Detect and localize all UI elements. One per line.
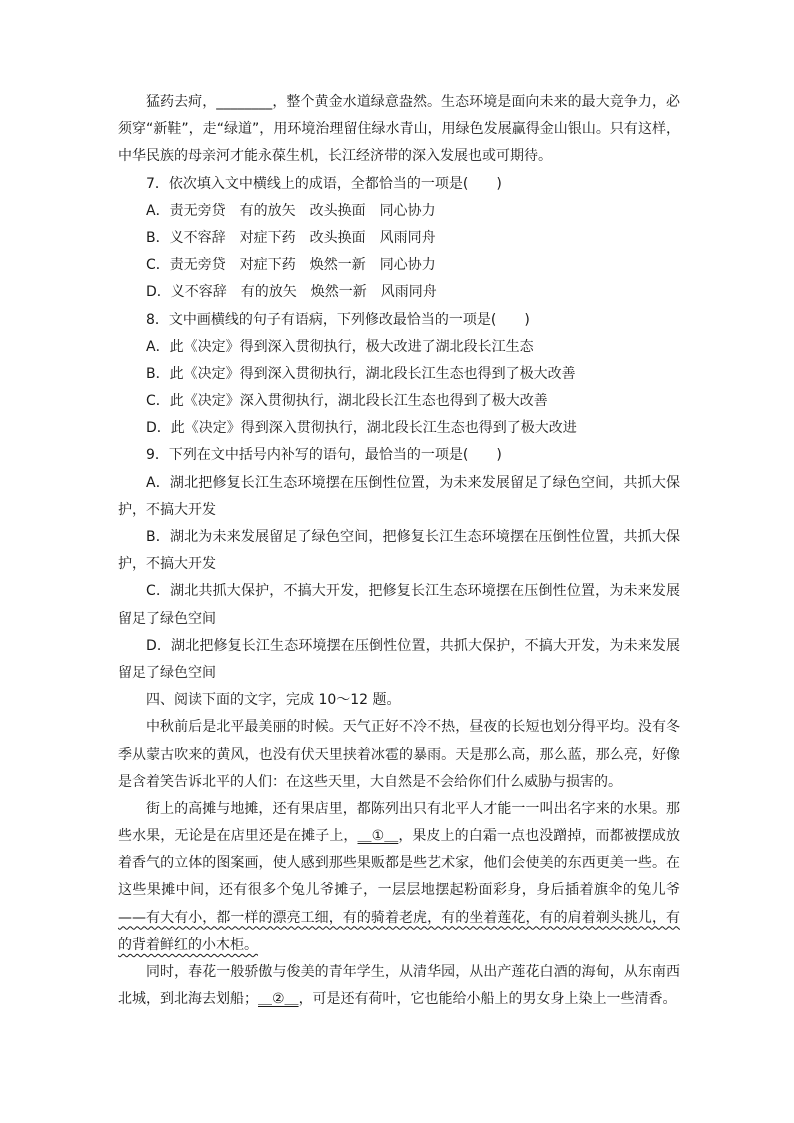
text: ，果皮上的白霜一点也没蹭掉，而都被摆成放 (398, 828, 680, 845)
paragraph-1 (118, 714, 680, 796)
passage-continued (118, 89, 680, 171)
option-d: D．此《决定》得到深入贯彻执行，湖北段长江生态也得到了极大改进 (146, 420, 577, 437)
question-7 (118, 171, 680, 307)
question-8 (118, 307, 680, 443)
option-a: A．此《决定》得到深入贯彻执行，极大改进了湖北段长江生态 (146, 338, 534, 355)
paragraph-line: 季从蒙古吹来的黄风，也没有伏天里挟着冰雹的暴雨。天是那么高，那么蓝，那么亮，好像 (118, 746, 680, 763)
paragraph-line: 中秋前后是北平最美丽的时候。天气正好不冷不热，昼夜的长短也划分得平均。没有冬 (146, 719, 680, 736)
passage-line: 须穿“新鞋”，走“绿道”，用环境治理留住绿水青山，用绿色发展赢得金山银山。只有这样， (118, 121, 680, 138)
option-c: C．湖北共抓大保护，不搞大开发，把修复长江生态环境摆在压倒性位置，为未来发展 (146, 583, 680, 600)
option-a: A．责无旁贷 有的放矢 改头换面 同心协力 (146, 202, 436, 219)
paragraph-3 (118, 959, 680, 1013)
option-d: D．湖北把修复长江生态环境摆在压倒性位置，共抓大保护，不搞大开发，为未来发展 (146, 637, 680, 654)
paragraph-line: 着香气的立体的图案画，使人感到那些果贩都是些艺术家，他们会使美的东西更美一些。在 (118, 855, 680, 872)
option-b: B．义不容辞 对症下药 改头换面 风雨同舟 (146, 229, 436, 246)
fill-blank-2: ＿②＿ (258, 991, 299, 1008)
text: 猛药去疴， (146, 94, 217, 110)
text: 些水果，无论是在店里还是在摊子上， (118, 828, 358, 845)
question-stem: 9．下列在文中括号内补写的语句，最恰当的一项是( ) (146, 447, 502, 464)
option-b-cont: 护，不搞大开发 (118, 556, 216, 573)
option-c: C．此《决定》深入贯彻执行，湖北段长江生态也得到了极大改善 (146, 393, 548, 410)
fill-blank: ________ (216, 94, 273, 110)
fill-blank-1: ＿①＿ (357, 828, 399, 845)
paragraph-line (118, 986, 680, 1013)
paragraph-line: 这些果摊中间，还有很多个兔儿爷摊子，一层层地摆起粉面彩身，身后插着旗伞的兔儿爷 (118, 882, 680, 899)
text: 北城，到北海去划船； (118, 991, 258, 1008)
paragraph-line: 街上的高摊与地摊，还有果店里，都陈列出只有北平人才能一一叫出名字来的水果。那 (146, 800, 680, 817)
option-c-cont: 留足了绿色空间 (118, 610, 216, 627)
text: ，可是还有荷叶，它也能给小船上的男女身上染上一些清香。 (298, 991, 677, 1008)
paragraph-2 (118, 796, 680, 959)
question-stem: 7．依次填入文中横线上的成语，全都恰当的一项是( ) (146, 175, 502, 192)
option-b: B．此《决定》得到深入贯彻执行，湖北段长江生态也得到了极大改善 (146, 365, 576, 382)
passage-line (118, 89, 680, 116)
wavy-underlined-line: ——有大有小，都一样的漂亮工细，有的骑着老虎，有的坐着莲花，有的肩着剃头挑儿，有 (118, 909, 680, 926)
option-d-cont: 留足了绿色空间 (118, 664, 216, 681)
paragraph-line: 同时，春花一般骄傲与俊美的青年学生，从清华园，从出产莲花白酒的海甸，从东南西 (146, 964, 680, 980)
passage-line: 中华民族的母亲河才能永葆生机，长江经济带的深入发展也或可期待。 (118, 148, 552, 165)
question-9 (118, 442, 680, 687)
section-heading: 四、阅读下面的文字，完成 10～12 题。 (146, 692, 401, 709)
question-stem: 8．文中画横线的句子有语病，下列修改最恰当的一项是( ) (146, 311, 530, 328)
option-b: B．湖北为未来发展留足了绿色空间，把修复长江生态环境摆在压倒性位置，共抓大保 (146, 529, 680, 545)
exam-page (118, 89, 680, 1013)
option-c: C．责无旁贷 对症下药 焕然一新 同心协力 (146, 257, 436, 274)
option-d: D．义不容辞 有的放矢 焕然一新 风雨同舟 (146, 284, 437, 301)
text: ，整个黄金水道绿意盎然。生态环境是面向未来的最大竞争力，必 (272, 94, 680, 110)
option-a-cont: 护，不搞大开发 (118, 501, 216, 518)
paragraph-line (118, 932, 680, 959)
option-a: A．湖北把修复长江生态环境摆在压倒性位置，为未来发展留足了绿色空间，共抓大保 (146, 474, 680, 491)
paragraph-line (118, 823, 680, 850)
section-4 (118, 687, 680, 1013)
paragraph-line: 是含着笑告诉北平的人们：在这些天里，大自然是不会给你们什么威胁与损害的。 (118, 773, 622, 790)
wavy-underlined-text: 的背着鲜红的小木柜。 (118, 936, 258, 953)
